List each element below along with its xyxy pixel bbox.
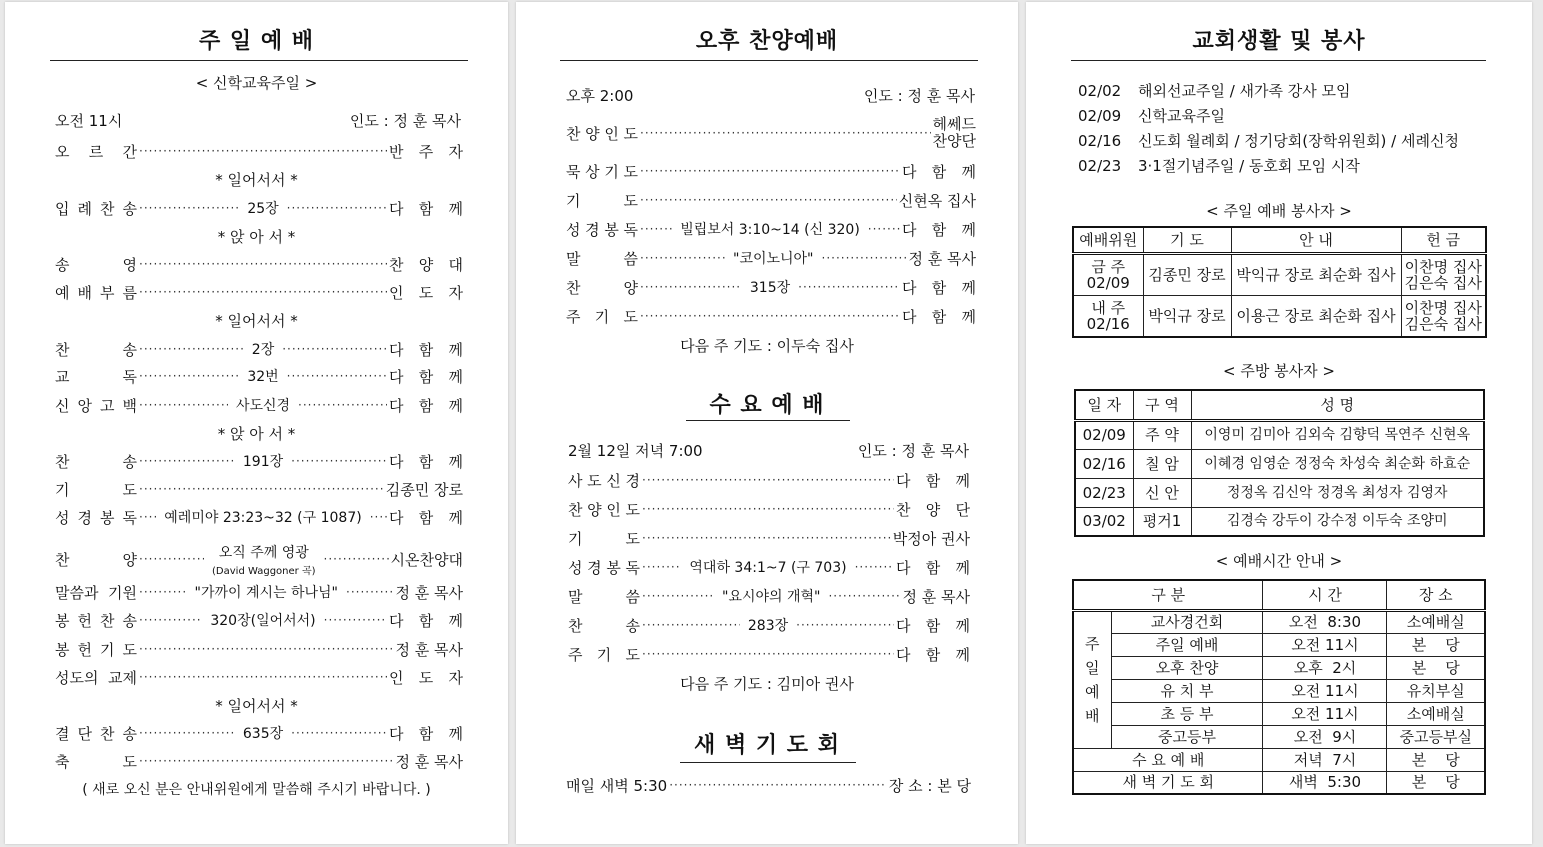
wednesday-order-person: 다 함 께 xyxy=(895,558,970,577)
news-item xyxy=(1078,105,1225,126)
wednesday-order-person: 정 훈 목사 xyxy=(902,587,970,606)
dot-leader xyxy=(139,257,387,271)
kitchen-date-cell: 02/23 xyxy=(1075,478,1133,507)
afternoon-order-detail: "코이노니아" xyxy=(733,251,814,267)
schedule-row xyxy=(1073,725,1485,748)
dot-leader xyxy=(642,502,894,516)
dot-leader xyxy=(324,613,387,627)
dot-leader xyxy=(139,454,235,468)
wednesday-order-label: 찬 송 xyxy=(568,616,640,635)
afternoon-next-prayer: 다음 주 기도 : 이두숙 집사 xyxy=(680,337,854,355)
news-date: 02/23 xyxy=(1078,157,1122,175)
sunday-order-person: 다 함 께 xyxy=(389,199,463,218)
dot-leader xyxy=(287,201,387,215)
sunday-order-detail: 32번 xyxy=(247,369,279,385)
schedule-group-cell: 주 일 예 배 xyxy=(1073,610,1111,748)
sunday-order-label: 봉 헌 찬 송 xyxy=(55,611,137,630)
wednesday-order-row xyxy=(568,586,970,606)
schedule-row xyxy=(1073,702,1485,725)
dot-leader xyxy=(298,398,387,412)
sunday-order-row xyxy=(55,751,463,771)
afternoon-order-person: 헤 쎄 드 찬 양 단 xyxy=(932,115,976,150)
schedule-row xyxy=(1073,748,1485,771)
kitchen-row xyxy=(1075,507,1484,536)
sunday-order-row xyxy=(55,395,463,415)
sunday-order-row xyxy=(55,507,463,527)
schedule-title: < 예배시간 안내 > xyxy=(1215,552,1343,570)
sunday-order-detail: "가까이 계시는 하나님" xyxy=(194,585,338,601)
sunday-order-person: 다 함 께 xyxy=(389,452,463,471)
wednesday-order-detail: "요시야의 개혁" xyxy=(722,589,821,605)
sunday-leader: 인도 : 정 훈 목사 xyxy=(349,112,461,130)
dot-leader xyxy=(640,280,742,294)
sunday-order-label: 성도의 교제 xyxy=(55,668,137,687)
afternoon-order-person: 정 훈 목사 xyxy=(908,249,976,268)
schedule-place-cell: 중고등부실 xyxy=(1387,725,1485,748)
sunday-order-person: 다 함 께 xyxy=(388,611,463,630)
dot-leader xyxy=(139,510,156,524)
sunday-order-row xyxy=(55,542,463,576)
afternoon-order-label: 묵 상 기 도 xyxy=(566,162,638,181)
schedule-place-cell: 소예배실 xyxy=(1387,702,1485,725)
afternoon-order-person: 다 함 께 xyxy=(902,278,976,297)
sunday-order-row xyxy=(55,198,463,218)
news-date: 02/09 xyxy=(1078,107,1122,125)
afternoon-order-person: 신현옥 집사 xyxy=(898,191,976,210)
wednesday-order-row xyxy=(568,644,970,664)
wednesday-order-person: 다 함 께 xyxy=(896,616,970,635)
dot-leader xyxy=(828,589,900,603)
wednesday-order-row xyxy=(568,470,970,490)
dot-leader xyxy=(798,280,900,294)
afternoon-order-person: 다 함 께 xyxy=(902,307,976,326)
afternoon-order-label: 주 기 도 xyxy=(566,307,638,326)
news-text: 신학교육주일 xyxy=(1138,107,1225,125)
dot-leader xyxy=(139,670,387,684)
dot-leader xyxy=(139,285,387,299)
schedule-row xyxy=(1073,610,1485,633)
dot-leader xyxy=(640,193,897,207)
sunday-order-row xyxy=(55,282,463,302)
schedule-place-cell: 본 당 xyxy=(1387,633,1485,656)
sunday-order-person: 시온찬양대 xyxy=(390,550,463,569)
sunday-order-label: 말씀과 기원 xyxy=(55,583,137,602)
wednesday-order-label: 사 도 신 경 xyxy=(568,471,640,490)
news-item xyxy=(1078,80,1351,101)
servants-offering-cell: 이찬명 집사 김은숙 집사 xyxy=(1401,253,1486,295)
servants-row xyxy=(1073,295,1486,337)
sunday-order-detail: 25장 xyxy=(247,201,279,217)
servants-header-cell: 기 도 xyxy=(1143,227,1231,253)
schedule-name-cell: 수 요 예 배 xyxy=(1073,748,1263,771)
dawn-place: 장 소 : 본 당 xyxy=(888,776,971,795)
schedule-header-cell: 구 분 xyxy=(1073,580,1263,610)
wednesday-order-person: 찬 양 단 xyxy=(896,500,970,519)
sunday-order-label: 신 앙 고 백 xyxy=(55,396,137,415)
dot-leader xyxy=(282,342,387,356)
schedule-name-cell: 주일 예배 xyxy=(1111,633,1263,656)
dawn-row xyxy=(566,775,971,795)
afternoon-order-label: 기 도 xyxy=(566,191,638,210)
servants-header-row xyxy=(1073,227,1486,253)
afternoon-order-row xyxy=(566,306,976,326)
schedule-time-cell: 오전 9시 xyxy=(1263,725,1387,748)
dot-leader xyxy=(139,613,202,627)
news-text: 해외선교주일 / 새가족 강사 모임 xyxy=(1138,82,1351,100)
dot-leader xyxy=(291,726,387,740)
dot-leader xyxy=(139,726,235,740)
dot-leader xyxy=(346,585,394,599)
dot-leader xyxy=(640,309,900,323)
sunday-subtitle: < 신학교육주일 > xyxy=(195,74,318,92)
schedule-name-cell: 유 치 부 xyxy=(1111,679,1263,702)
sunday-order-row xyxy=(55,451,463,471)
dot-leader xyxy=(640,164,900,178)
afternoon-order-label: 찬 양 xyxy=(566,278,638,297)
dawn-title: 새 벽 기 도 회 xyxy=(694,733,840,758)
dot-leader xyxy=(640,251,725,265)
dot-leader xyxy=(139,482,384,496)
dawn-title-rule xyxy=(680,762,856,763)
servants-week-cell: 내 주 02/16 xyxy=(1073,295,1143,337)
wednesday-order-label: 주 기 도 xyxy=(568,645,640,664)
servants-guide-cell: 이용근 장로 최순화 집사 xyxy=(1231,295,1401,337)
sunday-order-person: 다 함 께 xyxy=(388,396,463,415)
sunday-order-detail: 320장(일어서서) xyxy=(210,613,316,629)
dot-leader xyxy=(642,531,891,545)
sunday-title-rule xyxy=(50,60,468,61)
kitchen-date-cell: 03/02 xyxy=(1075,507,1133,536)
dot-leader xyxy=(796,618,894,632)
kitchen-area-cell: 칠 암 xyxy=(1133,449,1191,478)
afternoon-order-row xyxy=(566,161,976,181)
schedule-name-cell: 새 벽 기 도 회 xyxy=(1073,771,1263,794)
sunday-order-row xyxy=(55,582,463,602)
servants-header-cell: 안 내 xyxy=(1231,227,1401,253)
sunday-order-label: 봉 헌 기 도 xyxy=(55,640,137,659)
schedule-place-cell: 소예배실 xyxy=(1387,610,1485,633)
schedule-time-cell: 오후 2시 xyxy=(1263,656,1387,679)
wednesday-time: 2월 12일 저녁 7:00 xyxy=(568,442,703,460)
sunday-order-detail: 예레미야 23:23~32 (구 1087) xyxy=(164,510,362,526)
church-title: 교회생활 및 봉사 xyxy=(1192,29,1366,54)
sunday-order-row xyxy=(55,339,463,359)
sunday-note: ( 새로 오신 분은 안내위원에게 말씀해 주시기 바랍니다. ) xyxy=(82,782,431,798)
kitchen-date-cell: 02/09 xyxy=(1075,420,1133,449)
sunday-order-person: 다 함 께 xyxy=(388,508,463,527)
dot-leader xyxy=(868,222,900,236)
afternoon-title: 오후 찬양예배 xyxy=(695,29,839,54)
news-text: 3·1절기념주일 / 동호회 모임 시작 xyxy=(1138,157,1360,175)
wednesday-order-label: 말 씀 xyxy=(568,587,640,606)
schedule-header-cell: 장 소 xyxy=(1387,580,1485,610)
dot-leader xyxy=(139,369,239,383)
schedule-row xyxy=(1073,679,1485,702)
sunday-order-row xyxy=(55,723,463,743)
kitchen-header-cell: 성 명 xyxy=(1191,390,1484,420)
dot-leader xyxy=(642,647,894,661)
wednesday-order-detail: 283장 xyxy=(747,618,789,634)
wednesday-order-row xyxy=(568,615,970,635)
sunday-order-person: 정 훈 목사 xyxy=(395,752,463,771)
schedule-name-cell: 오후 찬양 xyxy=(1111,656,1263,679)
church-title-rule xyxy=(1071,60,1486,61)
wednesday-order-label: 찬 양 인 도 xyxy=(568,500,640,519)
kitchen-header-row xyxy=(1075,390,1484,420)
dot-leader xyxy=(139,144,387,158)
schedule-row xyxy=(1073,633,1485,656)
news-date: 02/02 xyxy=(1078,82,1122,100)
wednesday-order-detail: 역대하 34:1~7 (구 703) xyxy=(689,560,847,576)
sunday-order-row xyxy=(55,366,463,386)
sunday-order-label: 오 르 간 xyxy=(55,142,137,161)
schedule-time-cell: 저녁 7시 xyxy=(1263,748,1387,771)
kitchen-table xyxy=(1074,389,1485,537)
afternoon-order-label: 성 경 봉 독 xyxy=(566,220,638,239)
servants-title: < 주일 예배 봉사자 > xyxy=(1206,202,1352,220)
sunday-order-person: 반 주 자 xyxy=(389,142,463,161)
dot-leader xyxy=(324,552,389,566)
afternoon-order-person: 다 함 께 xyxy=(901,220,976,239)
sunday-order-label: 송 영 xyxy=(55,255,137,274)
sunday-order-row xyxy=(55,610,463,630)
sunday-order-detail: 오직 주께 영광 (David Waggoner 곡) xyxy=(212,544,316,577)
sunday-posture-divider: * 일어서서 * xyxy=(215,697,298,715)
dot-leader xyxy=(139,398,228,412)
afternoon-wednesday-panel xyxy=(516,2,1018,844)
afternoon-leader: 인도 : 정 훈 목사 xyxy=(863,87,975,105)
sunday-title: 주 일 예 배 xyxy=(199,29,314,54)
news-item xyxy=(1078,130,1459,151)
sunday-order-label: 축 도 xyxy=(55,752,137,771)
afternoon-order-person: 다 함 께 xyxy=(902,162,976,181)
dot-leader xyxy=(822,251,907,265)
afternoon-order-row xyxy=(566,116,976,150)
sunday-posture-divider: * 일어서서 * xyxy=(215,171,298,189)
sunday-order-label: 찬 송 xyxy=(55,340,137,359)
kitchen-names-cell: 김경숙 강두이 강수정 이두숙 조양미 xyxy=(1191,507,1484,536)
sunday-order-person: 다 함 께 xyxy=(389,724,463,743)
wednesday-order-person: 다 함 께 xyxy=(896,471,970,490)
sunday-order-label: 성 경 봉 독 xyxy=(55,508,137,527)
servants-header-cell: 예배위원 xyxy=(1073,227,1143,253)
sunday-order-person: 찬 양 대 xyxy=(389,255,463,274)
sunday-order-label: 찬 송 xyxy=(55,452,137,471)
schedule-place-cell: 본 당 xyxy=(1387,748,1485,771)
wednesday-order-person: 박정아 권사 xyxy=(892,529,970,548)
news-date: 02/16 xyxy=(1078,132,1122,150)
sunday-order-detail: 635장 xyxy=(242,726,284,742)
schedule-time-cell: 오전 11시 xyxy=(1263,679,1387,702)
afternoon-order-label: 말 씀 xyxy=(566,249,638,268)
dot-leader xyxy=(139,342,244,356)
sunday-order-detail: 191장 xyxy=(242,454,284,470)
afternoon-order-detail: 빌립보서 3:10~14 (신 320) xyxy=(680,222,860,238)
dot-leader xyxy=(642,473,894,487)
servants-guide-cell: 박익규 장로 최순화 집사 xyxy=(1231,253,1401,295)
kitchen-title: < 주방 봉사자 > xyxy=(1223,362,1335,380)
afternoon-order-detail: 315장 xyxy=(749,280,791,296)
dot-leader xyxy=(287,369,387,383)
kitchen-row xyxy=(1075,449,1484,478)
wednesday-order-row xyxy=(568,499,970,519)
sunday-order-detail: 2장 xyxy=(251,342,275,358)
dot-leader xyxy=(139,552,204,566)
news-text: 신도회 월례회 / 정기당회(장학위원회) / 세례신청 xyxy=(1138,132,1459,150)
sunday-posture-divider: * 앉 아 서 * xyxy=(217,228,296,246)
dawn-label: 매일 새벽 5:30 xyxy=(566,776,668,795)
sunday-order-label: 찬 양 xyxy=(55,550,137,569)
dot-leader xyxy=(640,222,672,236)
sunday-order-label: 교 독 xyxy=(55,367,137,386)
kitchen-names-cell: 정정옥 김신악 정경옥 최성자 김영자 xyxy=(1191,478,1484,507)
kitchen-names-cell: 이영미 김미아 김외숙 김향덕 목연주 신현옥 xyxy=(1191,420,1484,449)
sunday-order-person: 김종민 장로 xyxy=(385,480,463,499)
kitchen-header-cell: 일 자 xyxy=(1075,390,1133,420)
sunday-order-row xyxy=(55,141,463,161)
wednesday-order-label: 기 도 xyxy=(568,529,640,548)
schedule-time-cell: 오전 11시 xyxy=(1263,633,1387,656)
wednesday-title: 수 요 예 배 xyxy=(709,393,825,418)
sunday-posture-divider: * 일어서서 * xyxy=(215,312,298,330)
schedule-table xyxy=(1072,579,1486,795)
schedule-name-cell: 교사경건회 xyxy=(1111,610,1263,633)
kitchen-date-cell: 02/16 xyxy=(1075,449,1133,478)
servants-offering-cell: 이찬명 집사 김은숙 집사 xyxy=(1401,295,1486,337)
sunday-order-row xyxy=(55,479,463,499)
wednesday-order-row xyxy=(568,557,970,577)
servants-prayer-cell: 박익규 장로 xyxy=(1143,295,1231,337)
dot-leader xyxy=(291,454,387,468)
kitchen-area-cell: 평거1 xyxy=(1133,507,1191,536)
sunday-order-label: 기 도 xyxy=(55,480,137,499)
dot-leader xyxy=(139,754,394,768)
servants-row xyxy=(1073,253,1486,295)
afternoon-time: 오후 2:00 xyxy=(566,87,634,105)
servants-header-cell: 헌 금 xyxy=(1401,227,1486,253)
wednesday-title-rule xyxy=(686,420,850,421)
afternoon-order-row xyxy=(566,219,976,239)
dot-leader xyxy=(642,618,740,632)
dot-leader xyxy=(640,126,931,140)
kitchen-row xyxy=(1075,420,1484,449)
sunday-order-label: 결 단 찬 송 xyxy=(55,724,137,743)
schedule-header-cell: 시 간 xyxy=(1263,580,1387,610)
sunday-order-label: 입 례 찬 송 xyxy=(55,199,137,218)
kitchen-row xyxy=(1075,478,1484,507)
afternoon-order-label: 찬 양 인 도 xyxy=(566,124,638,143)
servants-prayer-cell: 김종민 장로 xyxy=(1143,253,1231,295)
sunday-order-person: 인 도 자 xyxy=(389,668,463,687)
schedule-name-cell: 중고등부 xyxy=(1111,725,1263,748)
schedule-place-cell: 본 당 xyxy=(1387,771,1485,794)
dot-leader xyxy=(669,778,887,792)
schedule-place-cell: 유치부실 xyxy=(1387,679,1485,702)
sunday-order-person: 다 함 께 xyxy=(389,367,463,386)
news-item xyxy=(1078,155,1360,176)
afternoon-order-row xyxy=(566,190,976,210)
kitchen-area-cell: 신 안 xyxy=(1133,478,1191,507)
schedule-header-row xyxy=(1073,580,1485,610)
wednesday-leader: 인도 : 정 훈 목사 xyxy=(857,442,969,460)
dot-leader xyxy=(139,201,239,215)
servants-week-cell: 금 주 02/09 xyxy=(1073,253,1143,295)
afternoon-order-row xyxy=(566,277,976,297)
schedule-name-cell: 초 등 부 xyxy=(1111,702,1263,725)
servants-table xyxy=(1072,226,1487,338)
sunday-order-detail: 사도신경 xyxy=(235,398,291,414)
sunday-order-row xyxy=(55,254,463,274)
sunday-time: 오전 11시 xyxy=(55,112,123,130)
schedule-row xyxy=(1073,771,1485,794)
schedule-time-cell: 오전 8:30 xyxy=(1263,610,1387,633)
schedule-place-cell: 본 당 xyxy=(1387,656,1485,679)
afternoon-title-rule xyxy=(560,60,978,61)
wednesday-order-label: 성 경 봉 독 xyxy=(568,558,640,577)
sunday-order-row xyxy=(55,667,463,687)
wednesday-order-person: 다 함 께 xyxy=(896,645,970,664)
dot-leader xyxy=(370,510,387,524)
dot-leader xyxy=(642,589,714,603)
dot-leader xyxy=(642,560,681,574)
sunday-order-person: 정 훈 목사 xyxy=(395,640,463,659)
sunday-order-row xyxy=(55,639,463,659)
wednesday-next-prayer: 다음 주 기도 : 김미아 권사 xyxy=(680,675,854,693)
sunday-posture-divider: * 앉 아 서 * xyxy=(217,425,296,443)
kitchen-header-cell: 구 역 xyxy=(1133,390,1191,420)
sunday-order-person: 인 도 자 xyxy=(389,283,463,302)
kitchen-names-cell: 이혜경 임영순 정정숙 차성숙 최순화 하효순 xyxy=(1191,449,1484,478)
church-life-panel xyxy=(1026,2,1532,844)
schedule-row xyxy=(1073,656,1485,679)
sunday-order-person: 정 훈 목사 xyxy=(395,583,463,602)
kitchen-area-cell: 주 약 xyxy=(1133,420,1191,449)
sunday-service-panel xyxy=(5,2,508,844)
schedule-time-cell: 새벽 5:30 xyxy=(1263,771,1387,794)
schedule-time-cell: 오전 11시 xyxy=(1263,702,1387,725)
sunday-order-label: 예 배 부 름 xyxy=(55,283,137,302)
dot-leader xyxy=(855,560,894,574)
dot-leader xyxy=(139,585,187,599)
dot-leader xyxy=(139,642,394,656)
wednesday-order-row xyxy=(568,528,970,548)
afternoon-order-row xyxy=(566,248,976,268)
sunday-order-person: 다 함 께 xyxy=(389,340,463,359)
